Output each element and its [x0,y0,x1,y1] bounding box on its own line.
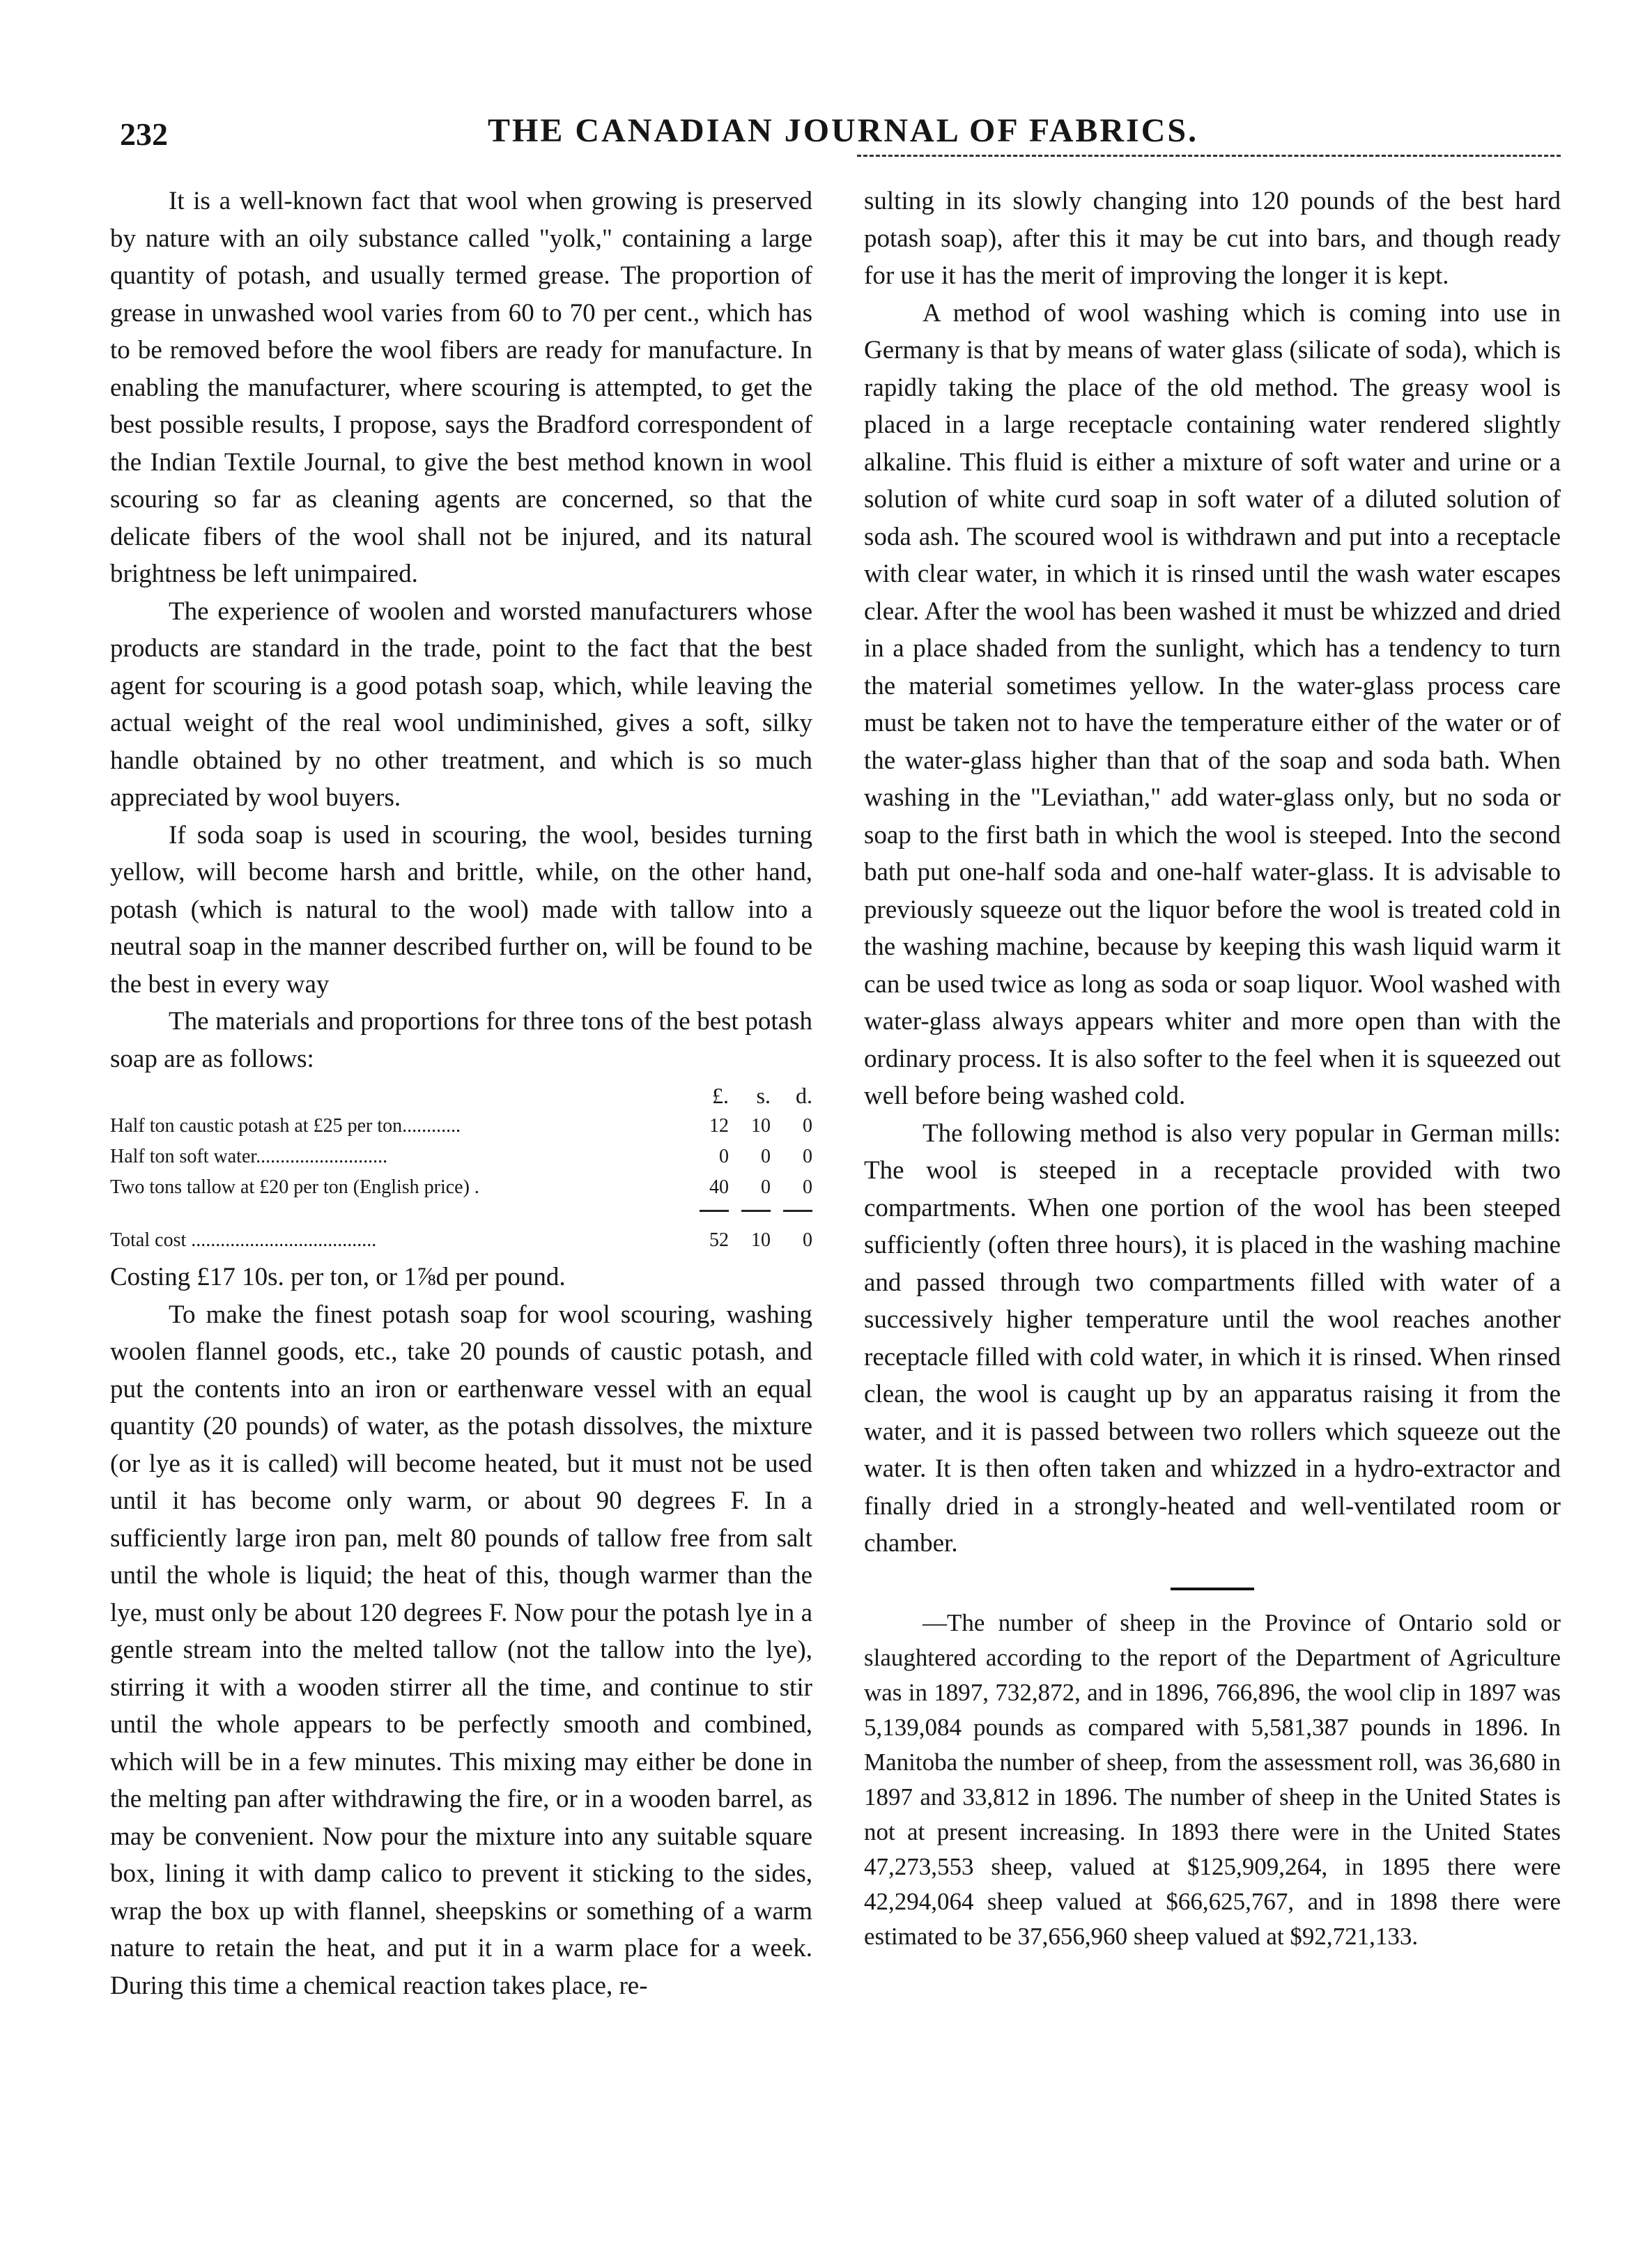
sum-rule [110,1203,812,1220]
table-row [110,1172,812,1203]
paragraph-continuation: sulting in its slowly changing into 120 pounds of the best hard potash soap), after this it may be cut into bars, and though ready for use it has the merit of improving the longer it is kept. [864,187,1561,290]
cost-table-header [110,1080,812,1111]
cost-table [110,1080,812,1256]
total-pence: 0 [803,1229,812,1251]
news-section [864,1606,1561,1954]
row-label: Half ton soft water........................... [110,1146,388,1167]
paragraph-sheep-statistics: —The number of sheep in the Province of Ontario sold or slaughtered according to the report of the Department of Agriculture was in 1897, 732,872, and in 1896, 766,896, the wool clip in 1897 was 5,139,084 pounds as compared with 5,581,387 pounds in 1896. In Manitoba the number of sheep, from the assessment roll, was 36,680 in 1897 and 33,812 in 1896. The number of sheep in the United States is not at present increasing. In 1893 there were in the United States 47,273,553 sheep, valued at $125,909,264, in 1895 there were 42,294,064 sheep valued at $66,625,767, and in 1898 there were estimated to be 37,656,960 sheep valued at $92,721,133. [864,1608,1561,1950]
row-pence: 0 [803,1176,812,1198]
row-pounds: 40 [709,1176,729,1198]
paragraph-water-glass: A method of wool washing which is coming into use in Germany is that by means of water glass (silicate of soda), which is rapidly taking the place of the old method. The greasy wool is placed in a large receptacle containing water rendered slightly alkaline. This fluid is either a mixture of soft water and urine or a solution of white curd soap in soft water of a diluted solution of soda ash. The scoured wool is withdrawn and put into a receptacle with clear water, in which it is rinsed until the wash water escapes clear. After the wool has been washed it must be whizzed and dried in a place shaded from the sunlight, which has a tendency to turn the material sometimes yellow. In the water-glass process care must be taken not to have the temperature either of the water or of the water-glass higher than that of the soap and soda bath. When washing in the "Leviathan," add water-glass only, but no soda or soap to the first bath in which the wool is steeped. Into the second bath put one-half soda and one-half water-glass. It is advisable to previously squeeze out the liquor before the wool is treated cold in the washing machine, because by keeping this wash liquid warm it can be used twice as long as soda or soap liquor. Wool washed with water-glass always appears whiter and more open than with the ordinary process. It is also softer to the feel when it is squeezed out well before being washed cold. [864,298,1561,1110]
paragraph-german-mills: The following method is also very popular in German mills: The wool is steeped in a receptacle provided with two compartments. When one portion of the wool has been steeped sufficiently (often three hours), it is placed in the washing machine and passed through two compartments filled with water of a successively higher temperature until the wool reaches another receptacle filled with cold water, in which it is rinsed. When rinsed clean, the wool is caught up by an apparatus raising it from the water, and it is passed between two rollers which squeeze out the water. It is then often taken and whizzed in a hydro-extractor and finally dried in a strongly-heated and well-ventilated room or chamber. [864,1119,1561,1558]
row-shillings: 10 [751,1115,771,1137]
running-title: THE CANADIAN JOURNAL OF FABRICS. [488,112,1199,149]
row-pounds: 0 [719,1146,729,1167]
paragraph-soda-soap: If soda soap is used in scouring, the wool, besides turning yellow, will become harsh and brittle, while, on the other hand, potash (which is natural to the wool) made with tallow into a neutral soap in the manner described further on, will be found to be the best in every way [110,820,812,999]
row-pence: 0 [803,1146,812,1167]
column-shillings: s. [756,1083,771,1108]
row-shillings: 0 [761,1146,771,1167]
paragraph-yolk: It is a well-known fact that wool when growing is preserved by nature with an oily substance called "yolk," containing a large quantity of potash, and usually termed grease. The proportion of grease in unwashed wool varies from 60 to 70 per cent., which has to be removed before the wool fibers are ready for manufacture. In enabling the manufacturer, where scouring is attempted, to get the best possible results, I propose, says the Bradford correspondent of the Indian Textile Journal, to give the best method known in wool scouring so far as cleaning agents are concerned, so that the delicate fibers of the wool shall not be injured, and its natural brightness be left unimpaired. [110,187,812,588]
total-shillings: 10 [751,1229,771,1251]
total-label: Total cost ...................................... [110,1229,377,1251]
paragraph-experience: The experience of woolen and worsted manufacturers whose products are standard in the trade, point to the fact that the best agent for scouring is a good potash soap, which, while leaving the actual weight of the real wool undiminished, gives a soft, silky handle obtained by no other treatment, and which is so much appreciated by wool buyers. [110,597,812,812]
total-row [110,1225,812,1256]
row-label: Half ton caustic potash at £25 per ton............ [110,1115,461,1137]
row-shillings: 0 [761,1176,771,1198]
column-pence: d. [796,1083,812,1108]
table-row [110,1111,812,1142]
page-number: 232 [120,116,168,152]
paragraph-materials: The materials and proportions for three tons of the best potash soap are as follows: [110,1007,812,1073]
left-column [110,183,812,2004]
column-pounds: £. [712,1083,729,1108]
section-separator [1171,1588,1254,1590]
row-pence: 0 [803,1115,812,1137]
paragraph-soap-recipe: To make the finest potash soap for wool scouring, washing woolen flannel goods, etc., take 20 pounds of caustic potash, and put the contents into an iron or earthenware vessel with an equal quantity (20 pounds) of water, as the potash dissolves, the mixture (or lye as it is called) will become heated, but it must not be used until it has become only warm, or about 90 degrees F. In a sufficiently large iron pan, melt 80 pounds of tallow free from salt until the whole is liquid; the heat of this, though warmer than the lye, must only be about 120 degrees F. Now pour the potash lye in a gentle stream into the melted tallow (not the tallow into the lye), stirring it with a wooden stirrer all the time, and continue to stir until the whole appears to be perfectly smooth and combined, which will be in a few minutes. This mixing may either be done in the melting pan after withdrawing the fire, or in a wooden barrel, as may be convenient. Now pour the mixture into any suitable square box, lining it with damp calico to prevent it sticking to the sides, wrap the box up with flannel, sheepskins or something of a warm nature to retain the heat, and put it in a warm place for a week. During this time a chemical reaction takes place, re- [110,1300,812,2000]
table-row [110,1142,812,1172]
costing-line: Costing £17 10s. per ton, or 1⅞d per pound. [110,1263,566,1291]
total-pounds: 52 [709,1229,729,1251]
row-label: Two tons tallow at £20 per ton (English price) . [110,1176,479,1198]
header-rule [857,155,1561,159]
right-column [864,183,1561,1954]
row-pounds: 12 [709,1115,729,1137]
